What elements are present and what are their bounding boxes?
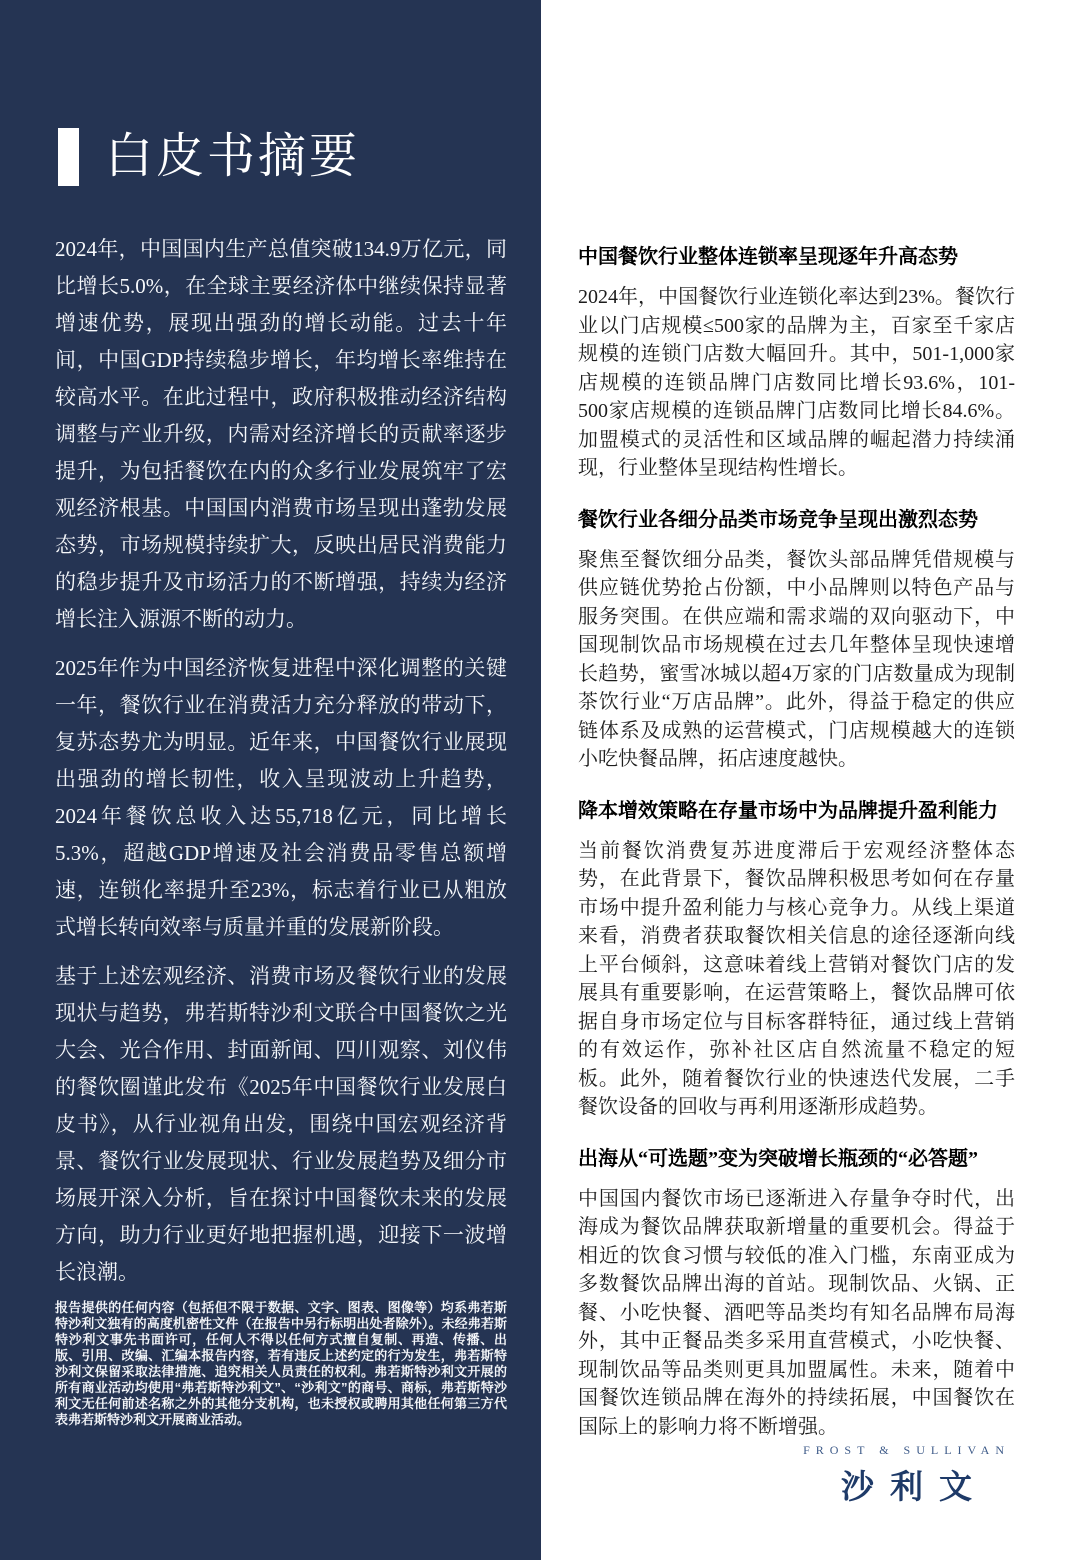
- section-body-overseas-expansion: 中国国内餐饮市场已逐渐进入存量争夺时代，出海成为餐饮品牌获取新增量的重要机会。得益于相近的饮食习惯与较低的准入门槛，东南亚成为多数餐饮品牌出海的首站。现制饮品、火锅、正餐、小吃快餐、酒吧等品类均有知名品牌布局海外，其中正餐品类多采用直营模式，小吃快餐、现制饮品等品类则更具加盟属性。未来，随着中国餐饮连锁品牌在海外的持续拓展，中国餐饮在国际上的影响力将不断增强。: [578, 1187, 1015, 1438]
- right-content-panel: [541, 0, 1080, 1560]
- summary-paragraph-macro-economy: 2024年，中国国内生产总值突破134.9万亿元，同比增长5.0%，在全球主要经济体中继续保持显著增速优势，展现出强劲的增长动能。过去十年间，中国GDP持续稳步增长，年均增长率维持在较高水平。在此过程中，政府积极推动经济结构调整与产业升级，内需对经济增长的贡献率逐步提升，为包括餐饮在内的众多行业发展筑牢了宏观经济根基。中国国内消费市场呈现出蓬勃发展态势，市场规模持续扩大，反映出居民消费能力的稳步提升及市场活力的不断增强，持续为经济增长注入源源不断的动力。: [55, 237, 507, 631]
- section-heading-cost-efficiency: 降本增效策略在存量市场中为品牌提升盈利能力: [578, 799, 998, 822]
- page-title: 白皮书摘要: [105, 130, 361, 183]
- summary-paragraph-whitepaper-release: 基于上述宏观经济、消费市场及餐饮行业的发展现状与趋势，弗若斯特沙利文联合中国餐饮之光大会、光合作用、封面新闻、四川观察、刘仪伟的餐饮圈谨此发布《2025年中国餐饮行业发展白皮书》，从行业视角出发，围绕中国宏观经济背景、餐饮行业发展现状、行业发展趋势及细分市场展开深入分析，旨在探讨中国餐饮未来的发展方向，助力行业更好地把握机遇，迎接下一波增长浪潮。: [55, 964, 507, 1284]
- section-heading-segment-competition: 餐饮行业各细分品类市场竞争呈现出激烈态势: [578, 508, 978, 531]
- section-segment-competition: [578, 507, 1015, 774]
- frost-sullivan-logo: [803, 1443, 1010, 1508]
- section-heading-chain-rate: 中国餐饮行业整体连锁率呈现逐年升高态势: [578, 246, 958, 268]
- logo-wordmark-english: FROST & SULLIVAN: [803, 1443, 1010, 1457]
- summary-paragraph-catering-recovery: 2025年作为中国经济恢复进程中深化调整的关键一年，餐饮行业在消费活力充分释放的带动下，复苏态势尤为明显。近年来，中国餐饮行业展现出强劲的增长韧性，收入呈现波动上升趋势，2024年餐饮总收入达55,718亿元，同比增长5.3%，超越GDP增速及社会消费品零售总额增速，连锁化率提升至23%，标志着行业已从粗放式增长转向效率与质量并重的发展新阶段。: [55, 656, 507, 939]
- summary-body: [55, 231, 507, 1303]
- section-overseas-expansion: [578, 1146, 1015, 1442]
- section-body-cost-efficiency: 当前餐饮消费复苏进度滞后于宏观经济整体态势，在此背景下，餐饮品牌积极思考如何在存量市场中提升盈利能力与核心竞争力。从线上渠道来看，消费者获取餐饮相关信息的途径逐渐向线上平台倾斜，这意味着线上营销对餐饮门店的发展具有重要影响，在运营策略上，餐饮品牌可依据自身市场定位与目标客群特征，通过线上营销的有效运作，弥补社区店自然流量不稳定的短板。此外，随着餐饮行业的快速迭代发展，二手餐饮设备的回收与再利用逐渐形成趋势。: [578, 839, 1015, 1118]
- key-findings: [578, 244, 1015, 1465]
- section-heading-overseas-expansion: 出海从“可选题”变为突破增长瓶颈的“必答题”: [578, 1147, 978, 1170]
- section-cost-efficiency: [578, 798, 1015, 1122]
- confidentiality-disclaimer: 报告提供的任何内容（包括但不限于数据、文字、图表、图像等）均系弗若斯特沙利文独有的高度机密性文件（在报告中另行标明出处者除外）。未经弗若斯特沙利文事先书面许可，任何人不得以任何方式擅自复制、再造、传播、出版、引用、改编、汇编本报告内容，若有违反上述约定的行为发生，弗若斯特沙利文保留采取法律措施、追究相关人员责任的权利。弗若斯特沙利文开展的所有商业活动均使用“弗若斯特沙利文”、“沙利文”的商号、商标，弗若斯特沙利文无任何前述名称之外的其他分支机构，也未授权或聘用其他任何第三方代表弗若斯特沙利文开展商业活动。: [55, 1300, 507, 1427]
- section-body-segment-competition: 聚焦至餐饮细分品类，餐饮头部品牌凭借规模与供应链优势抢占份额，中小品牌则以特色产品与服务突围。在供应端和需求端的双向驱动下，中国现制饮品市场规模在过去几年整体呈现快速增长趋势，蜜雪冰城以超4万家的门店数量成为现制茶饮行业“万店品牌”。此外，得益于稳定的供应链体系及成熟的运营模式，门店规模越大的连锁小吃快餐品牌，拓店速度越快。: [578, 548, 1015, 770]
- section-chain-rate: [578, 244, 1015, 483]
- logo-wordmark-chinese: 沙利文: [841, 1468, 989, 1505]
- page-title-block: [58, 128, 360, 186]
- section-body-chain-rate: 2024年，中国餐饮行业连锁化率达到23%。餐饮行业以门店规模≤500家的品牌为主，百家至千家店规模的连锁门店数大幅回升。其中，501-1,000家店规模的连锁品牌门店数同比增长93.6%，101-500家店规模的连锁品牌门店数同比增长84.6%。加盟模式的灵活性和区域品牌的崛起潜力持续涌现，行业整体呈现结构性增长。: [578, 286, 1015, 479]
- title-accent-bar: [58, 128, 79, 186]
